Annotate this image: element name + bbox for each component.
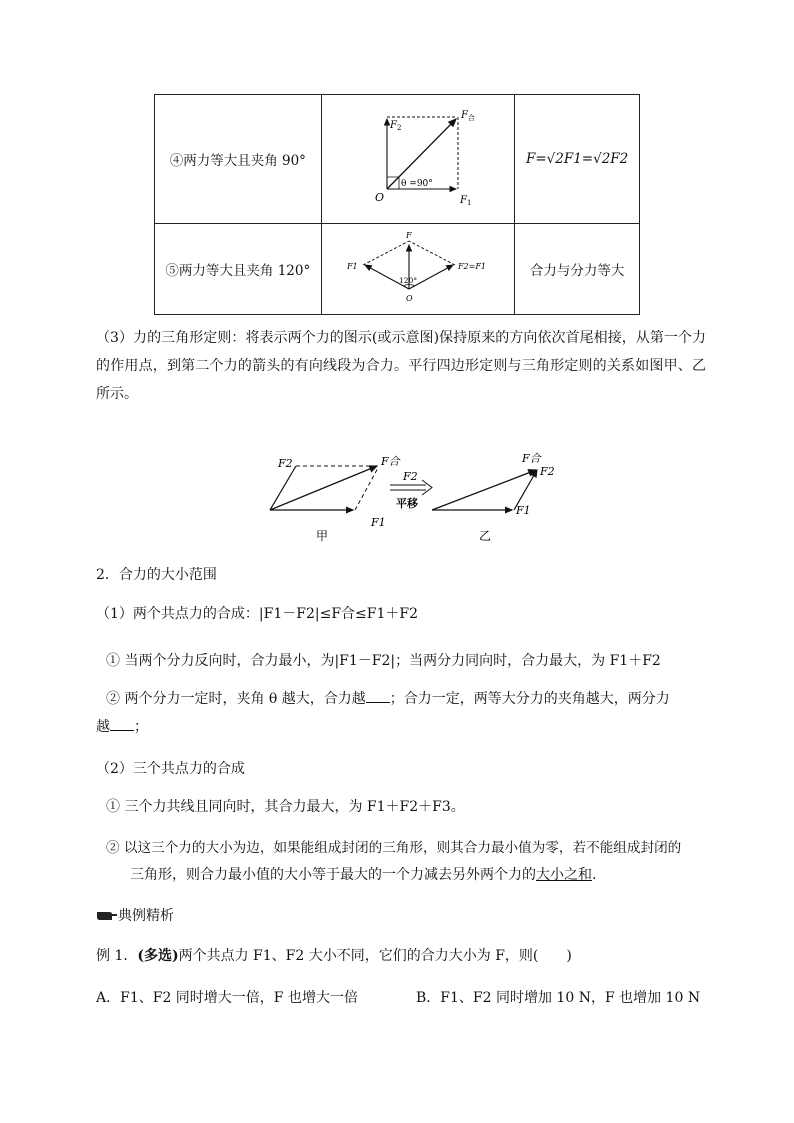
origin-label: O: [405, 294, 413, 303]
jia-resultant-vector: [270, 466, 377, 510]
arrow-shift-label: 平移: [396, 497, 418, 510]
jia-f2-vector: [270, 466, 296, 510]
f2-label: $F_2$: [389, 120, 402, 132]
list-item: ① 当两个分力反向时，合力最小，为|F1－F2|；当两分力同向时，合力最大，为 F1＋F2: [106, 653, 661, 669]
table-row: [155, 95, 640, 224]
origin-label: O: [374, 191, 384, 204]
rhombus-diagram: [343, 227, 493, 307]
pointing-hand-icon: [96, 908, 118, 922]
list-item: ② 以这三个力的大小为边，如果能组成封闭的三角形，则其合力最小值为零，若不能组成封闭的: [106, 840, 682, 856]
fhe-label: $F_合$: [460, 110, 475, 122]
examples-heading: 典例精析: [96, 905, 174, 925]
fill-blank[interactable]: [366, 688, 390, 703]
case-cell: ④两力等大且夹角 90°: [155, 95, 322, 224]
yi-fhe-label: F合: [522, 452, 541, 465]
parallelogram-triangle-figure: [260, 446, 570, 546]
jia-fhe-label: F合: [381, 455, 400, 468]
comparison-table: [154, 94, 640, 315]
list-item-continuation: 越 ；: [96, 716, 148, 736]
f-top-label: F: [405, 231, 412, 240]
list-item: ② 两个分力一定时，夹角 θ 越大，合力越 ；合力一定，两等大分力的夹角越大，两分力: [106, 688, 670, 708]
list-item-continuation: 三角形，则合力最小值的大小等于最大的一个力减去另外两个力的大小之和.: [130, 867, 597, 883]
option-b[interactable]: B．F1、F2 同时增加 10 N，F 也增加 10 N: [416, 990, 701, 1006]
arrow-f2-label: F2: [403, 470, 418, 483]
fill-blank[interactable]: [110, 716, 134, 731]
f1-label: F1: [346, 262, 358, 271]
formula-cell: [515, 95, 640, 224]
f2-label: F2=F1: [457, 262, 486, 271]
jia-caption: 甲: [316, 529, 329, 543]
result-cell: 合力与分力等大: [515, 224, 640, 315]
yi-f1-label: F1: [516, 504, 531, 517]
diagram-cell: [321, 95, 515, 224]
diagram-cell: [321, 224, 515, 315]
option-a[interactable]: A．F1、F2 同时增大一倍，F 也增大一倍: [96, 990, 358, 1006]
yi-f2-label: F2: [540, 465, 555, 478]
f1-label: $F_1$: [459, 195, 472, 207]
right-angle-diagram: [353, 107, 483, 207]
table-row: [155, 224, 640, 315]
two-force-range: （1）两个共点力的合成：|F1－F2|≤F合≤F1＋F2: [96, 606, 418, 622]
case-cell: ⑤两力等大且夹角 120°: [155, 224, 322, 315]
jia-f1-label: F1: [371, 516, 386, 529]
jia-f2-label: F2: [278, 457, 293, 470]
formula: F=√2F1=√2F2: [525, 151, 629, 167]
angle-label: θ =90°: [400, 179, 433, 189]
section-heading: 2．合力的大小范围: [96, 567, 217, 583]
triangle-rule-paragraph: （3）力的三角形定则：将表示两个力的图示(或示意图)保持原来的方向依次首尾相接，从第一个力的作用点，到第二个力的箭头的有向线段为合力。平行四边形定则与三角形定则的关系如图甲、乙所示。: [96, 330, 706, 402]
three-force-heading: （2）三个共点力的合成: [96, 761, 245, 777]
yi-caption: 乙: [479, 529, 492, 543]
angle-label: 120°: [398, 276, 417, 285]
list-item: ① 三个力共线且同向时，其合力最大，为 F1＋F2＋F3。: [106, 799, 465, 815]
example-question: 例 1．(多选)两个共点力 F1、F2 大小不同，它们的合力大小为 F，则( ): [96, 948, 572, 964]
